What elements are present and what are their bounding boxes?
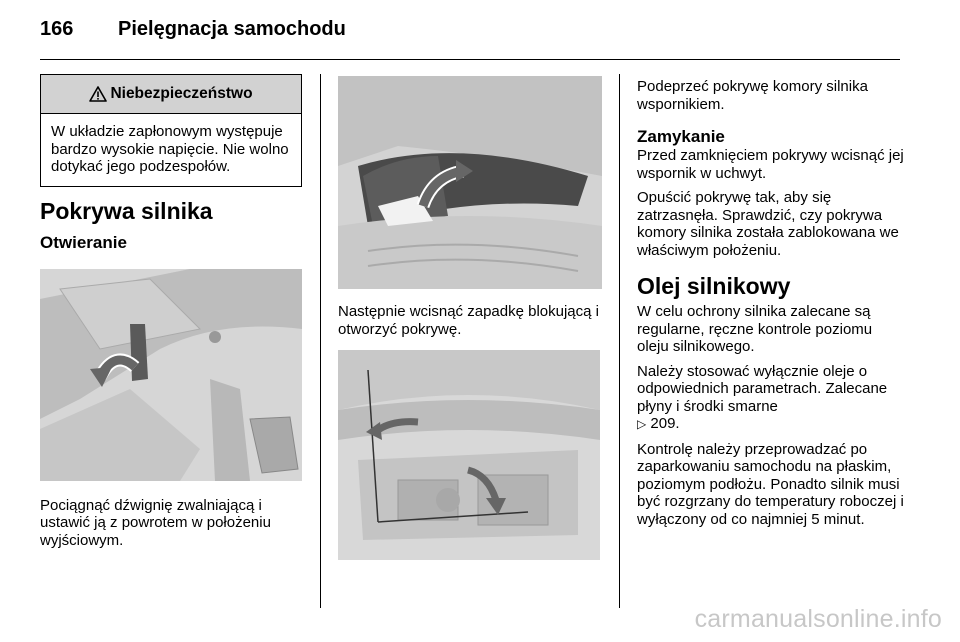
section-heading-hood: Pokrywa silnika	[40, 197, 213, 224]
column-2	[338, 74, 602, 560]
caption-release-lever: Pociągnąć dźwignię zwalniającą i ustawić ją z powrotem w położeniu wyjściowym.	[40, 496, 271, 549]
para-oil-specs-text: Należy stosować wyłącznie oleje o odpowiednich parametrach. Zalecane płyny i środki smarne	[637, 362, 888, 415]
page-title: Pielęgnacja samochodu	[118, 18, 346, 40]
warning-text: W układzie zapłonowym występuje bardzo wysokie napięcie. Nie wolno dotykać jego podzespołów.	[51, 123, 289, 175]
column-divider-1	[320, 74, 321, 608]
subheading-closing: Zamykanie	[637, 127, 725, 146]
para-check-conditions: Kontrolę należy przeprowadzać po zaparkowaniu samochodu na płaskim, poziomym podłożu. Ponadto silnik musi być rozgrzany do temperatury roboczej i wyłączony od co najmniej 5 minut.	[637, 440, 904, 528]
column-divider-2	[619, 74, 620, 608]
warning-box	[40, 74, 302, 187]
hood-latch-image	[338, 76, 602, 289]
para-oil-specs	[637, 363, 907, 434]
column-1	[40, 74, 302, 549]
caption-latch: Następnie wcisnąć zapadkę blokującą i otworzyć pokrywę.	[338, 303, 599, 338]
para-oil-check: W celu ochrony silnika zalecane są regularne, ręczne kontrole poziomu oleju silnikowego.	[637, 303, 873, 355]
page-reference-icon: ▷	[637, 417, 647, 431]
hood-support-image	[338, 350, 600, 560]
warning-triangle-icon	[89, 86, 107, 102]
watermark: carmanualsonline.info	[694, 605, 942, 633]
page-reference[interactable]: 209.	[650, 415, 680, 432]
para-lower-hood: Opuścić pokrywę tak, aby się zatrzasnęła. Sprawdzić, czy pokrywa komory silnika została zablokowana we właściwym położeniu.	[637, 189, 899, 259]
section-heading-engine-oil: Olej silnikowy	[637, 273, 791, 299]
column-3	[637, 74, 907, 528]
page-header	[40, 18, 346, 41]
header-rule	[40, 59, 900, 60]
para-press-support: Przed zamknięciem pokrywy wcisnąć jej wspornik w uchwyt.	[637, 147, 904, 182]
subheading-opening: Otwieranie	[40, 232, 127, 252]
para-support-hood: Podeprzeć pokrywę komory silnika wspornikiem.	[637, 78, 868, 113]
hood-release-lever-image	[40, 269, 302, 481]
warning-title: Niebezpieczeństwo	[110, 85, 253, 102]
warning-header	[41, 75, 301, 114]
page-number: 166	[40, 18, 74, 40]
